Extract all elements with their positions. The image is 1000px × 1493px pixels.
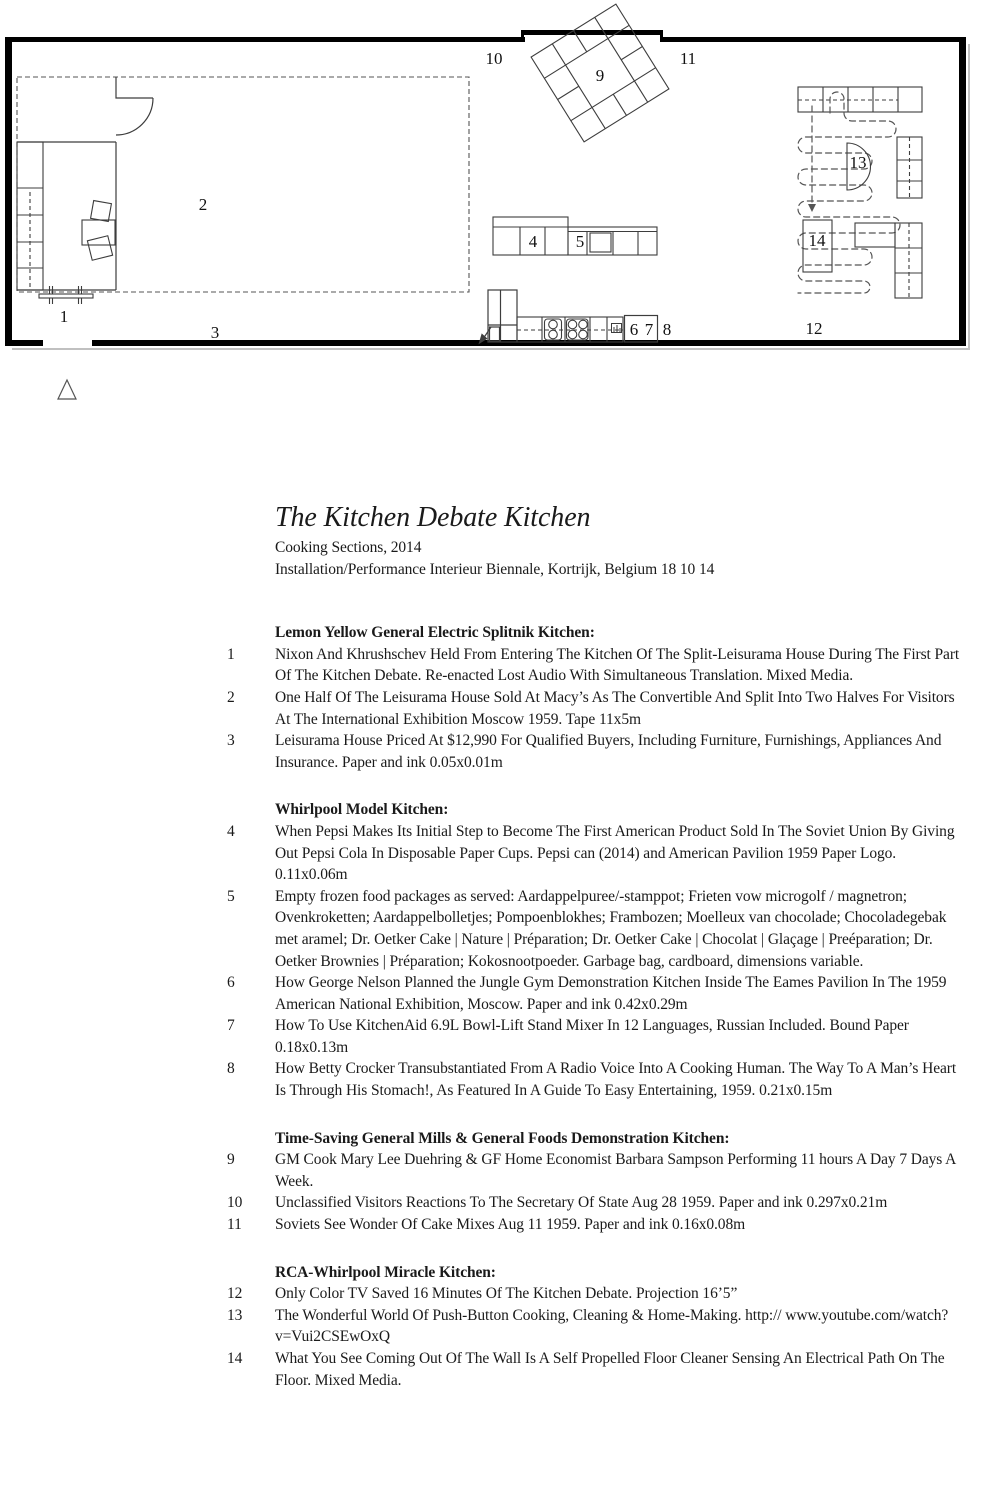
section-whirlpool-kitchen bbox=[227, 799, 963, 1101]
item-number: 3 bbox=[227, 732, 235, 750]
oven bbox=[590, 233, 611, 252]
catalog-item bbox=[227, 1348, 963, 1391]
plan-label-1: 1 bbox=[59, 307, 69, 326]
path-arrowhead bbox=[808, 204, 816, 212]
plan-label-9: 9 bbox=[595, 66, 605, 85]
bench bbox=[39, 286, 93, 304]
catalog-item bbox=[227, 1214, 963, 1236]
catalog-item bbox=[227, 1015, 963, 1058]
item-number: 7 bbox=[227, 1017, 235, 1035]
artist-line: Cooking Sections, 2014 bbox=[275, 539, 422, 556]
fridge-cabinet bbox=[488, 290, 517, 342]
section-heading: Time-Saving General Mills & General Foods Demonstration Kitchen: bbox=[275, 1129, 730, 1147]
section-heading: Whirlpool Model Kitchen: bbox=[275, 801, 449, 819]
section-heading: RCA-Whirlpool Miracle Kitchen: bbox=[275, 1263, 496, 1281]
catalog-item bbox=[227, 821, 963, 886]
item-number: 11 bbox=[227, 1216, 242, 1234]
plan-label-8: 8 bbox=[662, 320, 672, 339]
section-heading: Lemon Yellow General Electric Splitnik Kitchen: bbox=[275, 624, 595, 642]
section-miracle-kitchen bbox=[227, 1262, 963, 1392]
item-text: When Pepsi Makes Its Initial Step to Become The First American Product Sold In The Soviet Union By Giving Out Pepsi Cola In Disposable Paper Cups. Pepsi can (2014) and American Pavilion 1959 Paper Logo. 0.11x0.06m bbox=[275, 822, 955, 884]
item-text: Nixon And Khrushschev Held From Entering The Kitchen Of The Split-Leisurama House During The First Part Of The Kitchen Debate. Re-enacted Lost Audio With Simultaneous Translation. Mixed Media. bbox=[275, 645, 960, 685]
catalog-item bbox=[227, 1058, 963, 1101]
catalog-item bbox=[227, 1305, 963, 1348]
chair bbox=[87, 236, 112, 260]
item-text: What You See Coming Out Of The Wall Is A Self Propelled Floor Cleaner Sensing An Electrical Path On The Floor. Mixed Media. bbox=[275, 1350, 945, 1389]
item-number: 4 bbox=[227, 822, 235, 840]
item-text: How Betty Crocker Transubstantiated From A Radio Voice Into A Cooking Human. The Way To A Man’s Heart Is Through His Stomach!, As Featured In A Guide To Easy Entertaining, 1959. 0.21x0.15m bbox=[275, 1060, 957, 1100]
item-number: 8 bbox=[227, 1060, 235, 1078]
entry-room bbox=[17, 77, 153, 290]
cleaner-path bbox=[798, 92, 900, 293]
plan-label-11: 11 bbox=[679, 49, 697, 68]
cabinet-block-lower bbox=[895, 223, 922, 298]
shelving-unit bbox=[17, 142, 43, 290]
venue-line: Installation/Performance Interieur Biennale, Kortrijk, Belgium 18 10 14 bbox=[275, 560, 715, 578]
item-number: 12 bbox=[227, 1285, 243, 1303]
plan-label-2: 2 bbox=[198, 195, 208, 214]
north-triangle bbox=[58, 380, 76, 399]
plan-label-10: 10 bbox=[485, 49, 503, 68]
section-demonstration-kitchen bbox=[227, 1128, 963, 1236]
item-text: Unclassified Visitors Reactions To The Secretary Of State Aug 28 1959. Paper and ink 0.297x0.21m bbox=[275, 1194, 888, 1212]
item-number: 2 bbox=[227, 688, 235, 706]
item-number: 13 bbox=[227, 1306, 243, 1324]
item-text: How To Use KitchenAid 6.9L Bowl-Lift Stand Mixer In 12 Languages, Russian Included. Bound Paper 0.18x0.13m bbox=[275, 1017, 909, 1056]
catalog bbox=[227, 499, 963, 1391]
cabinet-block-upper bbox=[897, 137, 922, 198]
plan-label-12: 12 bbox=[805, 319, 823, 338]
wall-console bbox=[855, 223, 895, 247]
section-splitnik-kitchen bbox=[227, 622, 963, 773]
catalog-item bbox=[227, 972, 963, 1015]
catalog-item bbox=[227, 644, 963, 687]
plan-label-14: 14 bbox=[808, 231, 826, 250]
plan-label-5: 5 bbox=[575, 232, 585, 251]
catalog-item bbox=[227, 730, 963, 773]
item-number: 10 bbox=[227, 1194, 243, 1212]
catalog-item bbox=[227, 1192, 963, 1214]
cabinet-row-top bbox=[798, 87, 922, 112]
item-text: Leisurama House Priced At $12,990 For Qualified Buyers, Including Furniture, Furnishings, Appliances And Insurance. Paper and ink 0.05x0.01m bbox=[275, 732, 942, 771]
exhibition-area-outline bbox=[17, 77, 469, 292]
floor-plan bbox=[0, 0, 1000, 420]
catalog-item bbox=[227, 886, 963, 972]
item-text: One Half Of The Leisurama House Sold At Macy’s As The Convertible And Split Into Two Halves For Visitors At The International Exhibition Moscow 1959. Tape 11x5m bbox=[275, 688, 955, 728]
catalog-item bbox=[227, 1283, 963, 1305]
item-text: How George Nelson Planned the Jungle Gym Demonstration Kitchen Inside The Eames Pavilion In The 1959 American National Exhibition, Moscow. Paper and ink 0.42x0.29m bbox=[275, 974, 947, 1013]
door-swing-arc bbox=[116, 98, 153, 135]
catalog-item bbox=[227, 687, 963, 730]
item-text: Only Color TV Saved 16 Minutes Of The Kitchen Debate. Projection 16’5” bbox=[275, 1285, 738, 1303]
item-number: 9 bbox=[227, 1151, 235, 1169]
mixer-symbol bbox=[612, 324, 622, 333]
chair bbox=[91, 201, 112, 222]
catalog-item bbox=[227, 1149, 963, 1192]
item-text: GM Cook Mary Lee Duehring & GF Home Economist Barbara Sampson Performing 11 hours A Day 7 Days A Week. bbox=[275, 1151, 956, 1190]
page-title: The Kitchen Debate Kitchen bbox=[275, 502, 591, 533]
item-text: The Wonderful World Of Push-Button Cooking, Cleaning & Home-Making. http:// www.youtube.com/watch?v=Vui2CSEwOxQ bbox=[275, 1306, 949, 1346]
item-text: Empty frozen food packages as served: Aardappelpuree/-stamppot; Frieten vow microgolf / magnetron; Ovenkroketten; Aardappelbolletjes; Pompoenblokhes; Frambozen; Moelleux van chocolade; Chocoladegebak met aramel; Dr. Oetker Cake | Nature | Préparation; Dr. Oetker Cake | Chocolat | Glaçage | Preéparation; Dr. Oetker Brownies | Préparation; Kokosnootpoeder. Garbage bag, cardboard, dimensions variable. bbox=[275, 887, 947, 970]
item-text: Soviets See Wonder Of Cake Mixes Aug 11 1959. Paper and ink 0.16x0.08m bbox=[275, 1216, 746, 1234]
plan-label-3: 3 bbox=[210, 323, 220, 342]
plan-label-4: 4 bbox=[528, 232, 538, 251]
item-number: 5 bbox=[227, 887, 235, 905]
item-number: 14 bbox=[227, 1350, 243, 1367]
plan-label-7: 7 bbox=[644, 320, 654, 339]
plan-label-13: 13 bbox=[849, 153, 867, 172]
item-number: 1 bbox=[227, 645, 235, 663]
table-and-chairs bbox=[82, 201, 115, 261]
item-number: 6 bbox=[227, 974, 235, 992]
plan-label-6: 6 bbox=[629, 320, 639, 339]
